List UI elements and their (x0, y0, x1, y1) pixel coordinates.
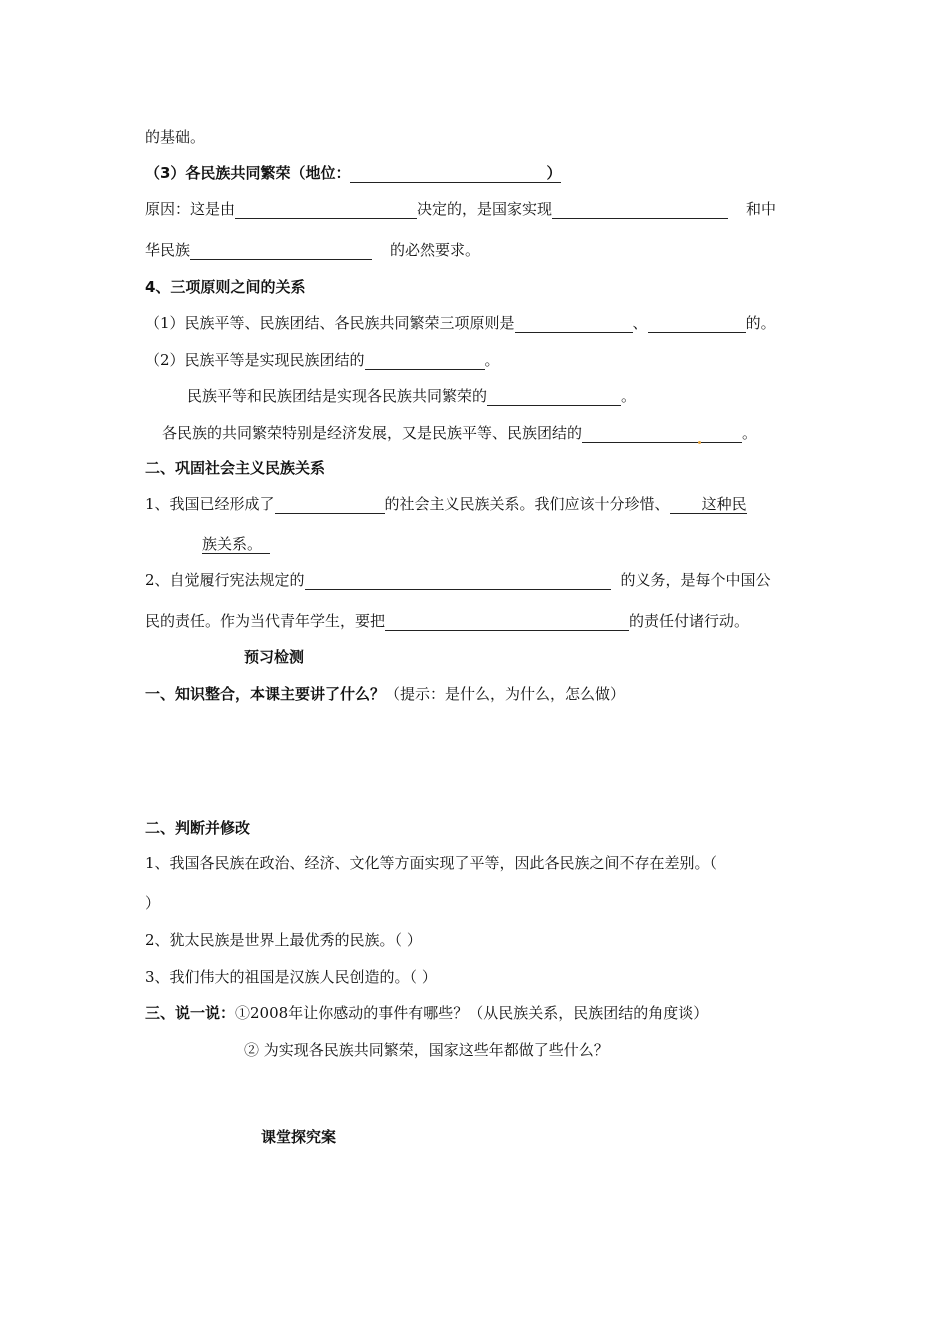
question3-item2: ② 为实现各民族共同繁荣，国家这些年都做了些什么？ (244, 1041, 609, 1059)
p2-1-mid: 的社会主义民族关系。我们应该十分珍惜、 (384, 495, 670, 513)
q3-1: ①2008年让你感动的事件有哪些？（从民族关系，民族团结的角度谈） (235, 1004, 709, 1022)
q1-bold: 一、知识整合，本课主要讲了什么？ (145, 685, 386, 703)
question2-item3: 3、我们伟大的祖国是汉族人民创造的。（ ） (145, 968, 437, 986)
p2-2b-suffix: 的责任付诸行动。 (629, 612, 750, 630)
s4-3-suffix: 。 (621, 387, 637, 405)
reason2-prefix: 华民族 (145, 241, 191, 259)
blank-status[interactable] (350, 166, 546, 183)
q1-hint: （提示：是什么，为什么，怎么做） (385, 685, 626, 703)
marker-dot (698, 441, 701, 444)
p2-1-ul2: 族关系。 (202, 535, 270, 554)
section4-item2 (145, 350, 500, 370)
reason-suffix: 和中 (746, 200, 777, 218)
s4-3-prefix: 民族平等和民族团结是实现各民族共同繁荣的 (187, 387, 488, 405)
blank-s4-1a[interactable] (515, 316, 633, 333)
section3-heading-text: （3）各民族共同繁荣（地位： (145, 164, 351, 182)
p2-1-ul1: 这种民 (701, 495, 747, 513)
section4-item3 (187, 386, 636, 406)
section3-heading-close: ） (546, 164, 562, 182)
blank-reason-realize[interactable] (552, 202, 728, 219)
p2-2-prefix: 2、自觉履行宪法规定的 (145, 571, 305, 589)
reason2-suffix: 的必然要求。 (390, 241, 481, 259)
part2-heading: 二、巩固社会主义民族关系 (145, 459, 326, 477)
question2-heading: 二、判断并修改 (145, 819, 251, 837)
blank-reason-decided[interactable] (235, 202, 417, 219)
part2-item1 (145, 494, 747, 514)
question3 (145, 1003, 708, 1023)
question2-item1: 1、我国各民族在政治、经济、文化等方面实现了平等，因此各民族之间不存在差别。（ (145, 854, 718, 872)
question1 (145, 684, 625, 704)
blank-reason-nation[interactable] (190, 243, 372, 260)
s4-2-suffix: 。 (484, 351, 500, 369)
s4-4-suffix: 。 (742, 424, 758, 442)
blank-p2-1[interactable] (275, 497, 385, 514)
section3-reason-line1 (145, 199, 776, 219)
p2-2b-prefix: 民的责任。作为当代青年学生，要把 (145, 612, 386, 630)
s4-1-sep: 、 (632, 314, 648, 332)
s4-1-suffix: 的。 (745, 314, 776, 332)
section4-item4 (162, 423, 757, 443)
part2-item1-cont (202, 534, 270, 554)
question2-item2: 2、犹太民族是世界上最优秀的民族。（ ） (145, 931, 422, 949)
preview-title: 预习检测 (244, 648, 305, 666)
section3-heading (145, 163, 561, 183)
p2-2-suffix: 的义务，是每个中国公 (620, 571, 771, 589)
section4-heading: 4、三项原则之间的关系 (145, 278, 306, 296)
reason-mid: 决定的，是国家实现 (417, 200, 553, 218)
section1-tail: 的基础。 (145, 128, 206, 146)
section4-item1 (145, 313, 776, 333)
s4-1-prefix: （1）民族平等、民族团结、各民族共同繁荣三项原则是 (145, 314, 515, 332)
blank-s4-4[interactable] (582, 426, 742, 443)
section3-reason-line2 (145, 240, 480, 260)
s4-2-prefix: （2）民族平等是实现民族团结的 (145, 351, 365, 369)
blank-s4-1b[interactable] (648, 316, 746, 333)
blank-s4-3[interactable] (487, 389, 621, 406)
s4-4-prefix: 各民族的共同繁荣特别是经济发展，又是民族平等、民族团结的 (162, 424, 583, 442)
reason-prefix: 原因：这是由 (145, 200, 236, 218)
part2-item2 (145, 570, 771, 590)
p2-1-underlined (670, 495, 747, 514)
blank-s4-2[interactable] (365, 353, 485, 370)
question2-item1-close: ） (145, 894, 161, 912)
classroom-title: 课堂探究案 (261, 1128, 337, 1146)
q3-bold: 三、说一说： (145, 1004, 236, 1022)
blank-p2-2[interactable] (305, 573, 611, 590)
part2-item2-cont (145, 611, 749, 631)
blank-p2-2b[interactable] (385, 614, 629, 631)
p2-1-prefix: 1、我国已经形成了 (145, 495, 275, 513)
